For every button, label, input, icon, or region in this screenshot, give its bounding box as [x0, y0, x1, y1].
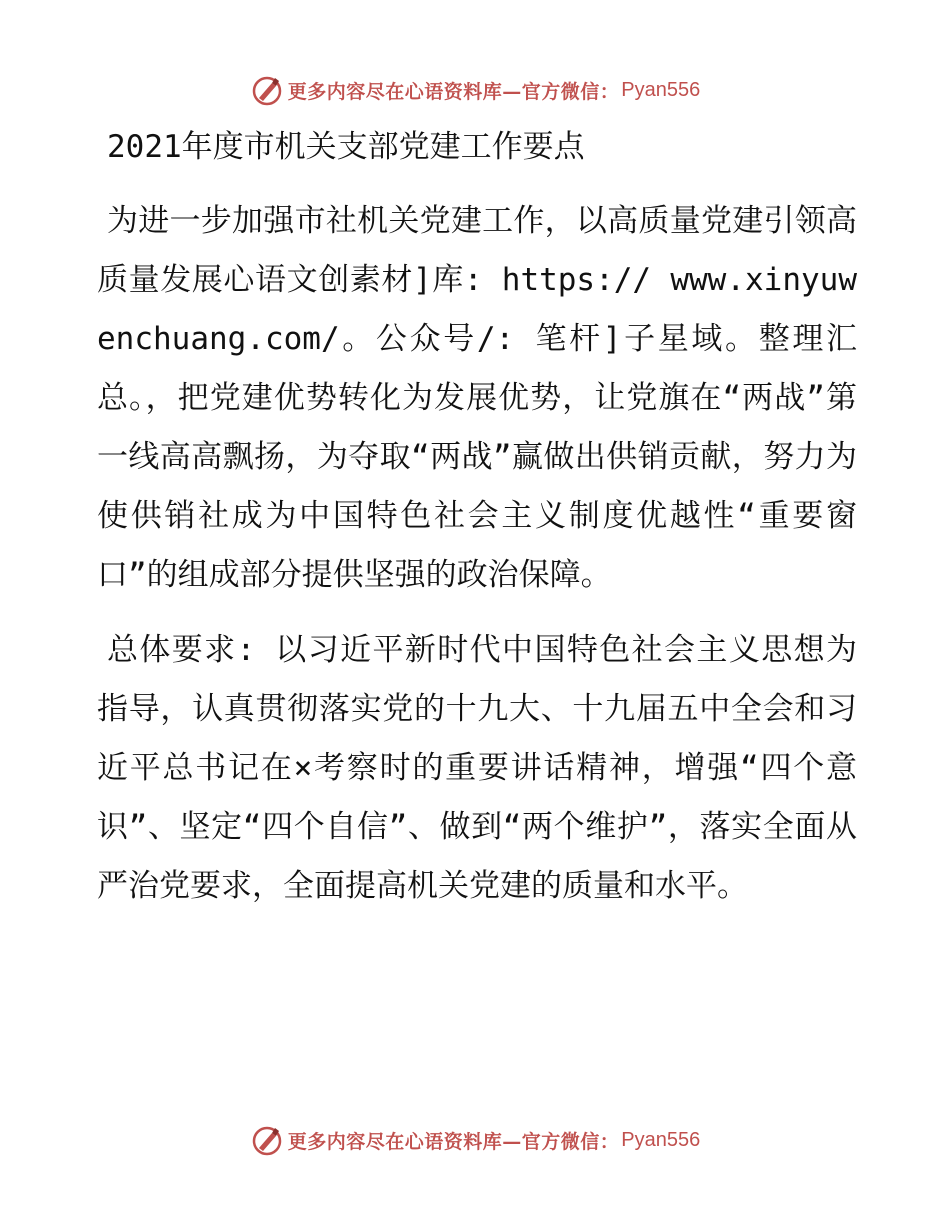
footer-watermark [0, 1120, 950, 1160]
paragraph-requirements: 总体要求: 以习近平新时代中国特色社会主义思想为指导，认真贯彻落实党的十九大、十九届五中全会和习近平总书记在×考察时的重要讲话精神，增强“四个意识”、坚定“四个自信”、做到“两个维护”，落实全面从严治党要求，全面提高机关党建的质量和水平。 [97, 632, 857, 904]
pen-logo-icon [250, 73, 284, 107]
watermark-text: 更多内容尽在心语资料库—官方微信： [287, 1130, 620, 1153]
watermark-wechat-id: Pyan556 [621, 1128, 701, 1151]
watermark-text: 更多内容尽在心语资料库—官方微信： [287, 80, 620, 103]
header-watermark [0, 70, 950, 110]
watermark-wechat-id: Pyan556 [621, 78, 701, 101]
document-body [97, 120, 857, 932]
paragraph-intro: 为进一步加强市社机关党建工作，以高质量党建引领高质量发展心语文创素材]库: https:// www.xinyuwenchuang.com/。公众号/: 笔杆]子星域。整理汇总。，把党建优势转化为发展优势，让党旗在“两战”第一线高高飘扬，为夺取“两战”赢做出供销贡献，努力为使供销社成为中国特色社会主义制度优越性“重要窗口”的组成部分提供坚强的政治保障。 [97, 203, 857, 593]
document-title: 2021年度市机关支部党建工作要点 [107, 129, 585, 165]
pen-logo-icon [250, 1123, 284, 1157]
